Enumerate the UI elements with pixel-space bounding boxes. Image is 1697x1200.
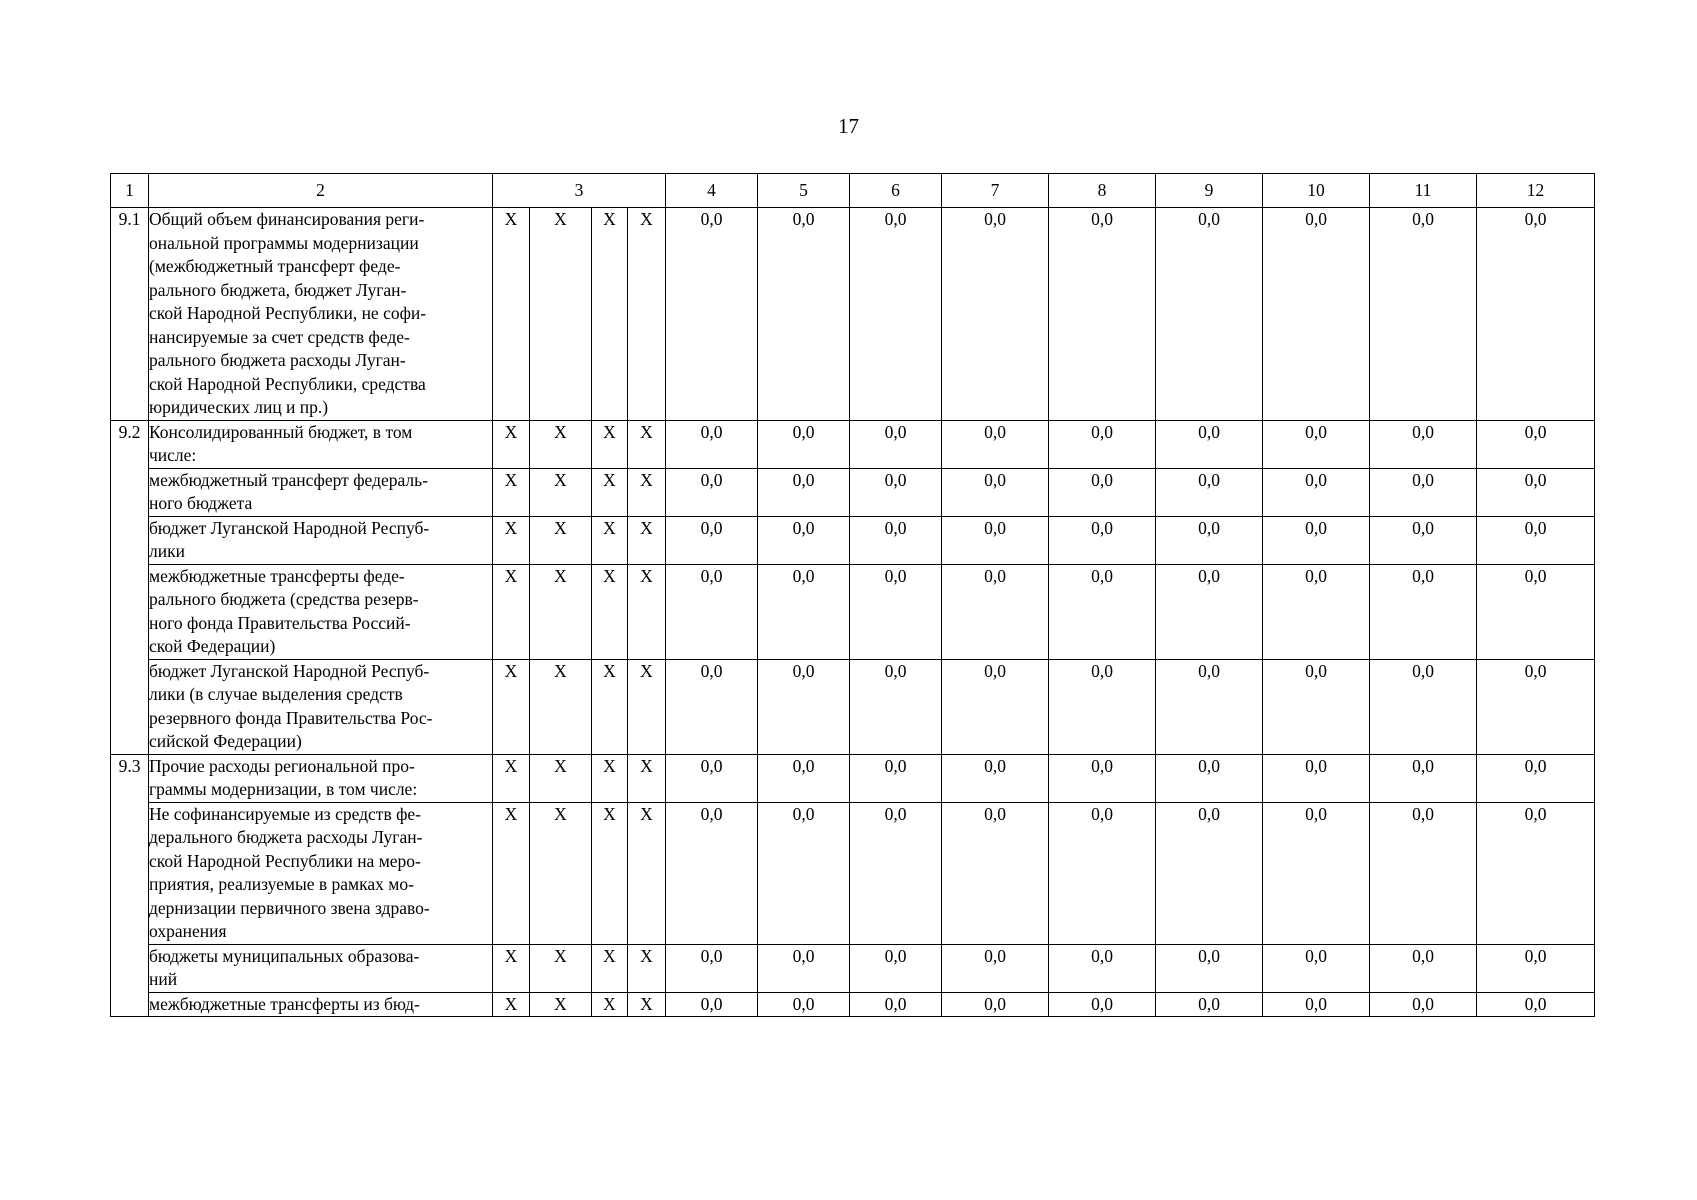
description-line: рального бюджета, бюджет Луган- xyxy=(149,279,407,300)
x-mark: Х xyxy=(592,992,628,1017)
x-mark: Х xyxy=(592,516,628,564)
value-cell: 0,0 xyxy=(1049,992,1156,1017)
financing-table xyxy=(110,173,1595,1017)
value-cell: 0,0 xyxy=(850,944,942,992)
value-cell: 0,0 xyxy=(1049,420,1156,468)
row-number xyxy=(111,659,149,754)
x-mark: Х xyxy=(530,659,592,754)
table-row xyxy=(111,992,1595,1017)
value-cell: 0,0 xyxy=(1156,208,1263,421)
value-cell: 0,0 xyxy=(1263,944,1370,992)
column-header: 5 xyxy=(758,174,850,208)
column-header: 1 xyxy=(111,174,149,208)
value-cell: 0,0 xyxy=(1477,564,1595,659)
x-mark: Х xyxy=(592,468,628,516)
value-cell: 0,0 xyxy=(1477,516,1595,564)
x-mark: Х xyxy=(530,564,592,659)
value-cell: 0,0 xyxy=(850,208,942,421)
row-description xyxy=(149,468,493,516)
value-cell: 0,0 xyxy=(1263,992,1370,1017)
x-mark: Х xyxy=(530,944,592,992)
value-cell: 0,0 xyxy=(1049,208,1156,421)
x-mark: Х xyxy=(493,468,530,516)
column-header: 12 xyxy=(1477,174,1595,208)
x-mark: Х xyxy=(628,208,666,421)
value-cell: 0,0 xyxy=(1263,468,1370,516)
column-header: 2 xyxy=(149,174,493,208)
description-line: ного фонда Правительства Россий- xyxy=(149,612,411,633)
value-cell: 0,0 xyxy=(666,208,758,421)
column-header: 8 xyxy=(1049,174,1156,208)
value-cell: 0,0 xyxy=(942,992,1049,1017)
value-cell: 0,0 xyxy=(1477,468,1595,516)
value-cell: 0,0 xyxy=(666,420,758,468)
column-header: 4 xyxy=(666,174,758,208)
description-line: ской Народной Республики на меро- xyxy=(149,850,421,871)
description-line: Не софинансируемые из средств фе- xyxy=(149,803,422,824)
row-description xyxy=(149,992,493,1017)
x-mark: Х xyxy=(530,208,592,421)
value-cell: 0,0 xyxy=(1477,944,1595,992)
x-mark: Х xyxy=(628,420,666,468)
value-cell: 0,0 xyxy=(758,944,850,992)
row-number xyxy=(111,564,149,659)
description-line: нансируемые за счет средств феде- xyxy=(149,326,410,347)
x-mark: Х xyxy=(493,944,530,992)
description-line: дерального бюджета расходы Луган- xyxy=(149,827,423,847)
x-mark: Х xyxy=(530,754,592,802)
x-mark: Х xyxy=(592,208,628,421)
value-cell: 0,0 xyxy=(1477,659,1595,754)
description-line: приятия, реализуемые в рамках мо- xyxy=(149,874,414,894)
column-header: 7 xyxy=(942,174,1049,208)
x-mark: Х xyxy=(628,516,666,564)
x-mark: Х xyxy=(628,659,666,754)
x-mark: Х xyxy=(592,754,628,802)
description-line: ного бюджета xyxy=(149,493,253,513)
x-mark: Х xyxy=(530,992,592,1017)
column-header: 9 xyxy=(1156,174,1263,208)
x-mark: Х xyxy=(530,468,592,516)
table-row xyxy=(111,420,1595,468)
value-cell: 0,0 xyxy=(1370,208,1477,421)
x-mark: Х xyxy=(628,564,666,659)
description-line: числе: xyxy=(149,445,197,465)
value-cell: 0,0 xyxy=(1049,516,1156,564)
column-header: 6 xyxy=(850,174,942,208)
row-description xyxy=(149,208,493,421)
x-mark: Х xyxy=(530,516,592,564)
value-cell: 0,0 xyxy=(942,208,1049,421)
row-description xyxy=(149,420,493,468)
value-cell: 0,0 xyxy=(1263,659,1370,754)
value-cell: 0,0 xyxy=(850,564,942,659)
description-line: ской Народной Республики, средства xyxy=(149,373,426,394)
x-mark: Х xyxy=(530,802,592,944)
x-mark: Х xyxy=(493,420,530,468)
table-row xyxy=(111,659,1595,754)
value-cell: 0,0 xyxy=(1263,754,1370,802)
x-mark: Х xyxy=(628,802,666,944)
table-row xyxy=(111,516,1595,564)
value-cell: 0,0 xyxy=(1477,208,1595,421)
table-row xyxy=(111,754,1595,802)
value-cell: 0,0 xyxy=(666,516,758,564)
value-cell: 0,0 xyxy=(1477,992,1595,1017)
row-number: 9.3 xyxy=(111,754,149,802)
header-row xyxy=(111,174,1595,208)
value-cell: 0,0 xyxy=(1156,944,1263,992)
table-row xyxy=(111,944,1595,992)
value-cell: 0,0 xyxy=(758,420,850,468)
description-line: охранения xyxy=(149,921,227,941)
x-mark: Х xyxy=(592,659,628,754)
description-line: ской Народной Республики, не софи- xyxy=(149,303,427,323)
description-line: дернизации первичного звена здраво- xyxy=(149,897,430,918)
x-mark: Х xyxy=(628,754,666,802)
value-cell: 0,0 xyxy=(758,208,850,421)
value-cell: 0,0 xyxy=(1370,420,1477,468)
value-cell: 0,0 xyxy=(1156,564,1263,659)
value-cell: 0,0 xyxy=(758,992,850,1017)
value-cell: 0,0 xyxy=(1263,208,1370,421)
description-line: ний xyxy=(149,969,178,989)
x-mark: Х xyxy=(493,992,530,1017)
x-mark: Х xyxy=(493,208,530,421)
value-cell: 0,0 xyxy=(1156,659,1263,754)
description-line: сийской Федерации) xyxy=(149,731,302,751)
column-header: 10 xyxy=(1263,174,1370,208)
value-cell: 0,0 xyxy=(1049,468,1156,516)
description-line: бюджет Луганской Народной Респуб- xyxy=(149,660,430,681)
description-line: рального бюджета расходы Луган- xyxy=(149,350,406,370)
column-header: 3 xyxy=(493,174,666,208)
value-cell: 0,0 xyxy=(942,659,1049,754)
table-row xyxy=(111,468,1595,516)
description-line: ональной программы модернизации xyxy=(149,232,419,253)
x-mark: Х xyxy=(592,802,628,944)
row-description xyxy=(149,564,493,659)
value-cell: 0,0 xyxy=(942,468,1049,516)
row-number: 9.1 xyxy=(111,208,149,421)
value-cell: 0,0 xyxy=(1156,802,1263,944)
x-mark: Х xyxy=(493,564,530,659)
value-cell: 0,0 xyxy=(1049,754,1156,802)
value-cell: 0,0 xyxy=(666,754,758,802)
value-cell: 0,0 xyxy=(942,944,1049,992)
description-line: граммы модернизации, в том числе: xyxy=(149,779,418,799)
value-cell: 0,0 xyxy=(1370,754,1477,802)
value-cell: 0,0 xyxy=(1370,516,1477,564)
value-cell: 0,0 xyxy=(1370,564,1477,659)
row-number xyxy=(111,802,149,944)
value-cell: 0,0 xyxy=(1370,659,1477,754)
description-line: рального бюджета (средства резерв- xyxy=(149,589,419,609)
value-cell: 0,0 xyxy=(1477,802,1595,944)
x-mark: Х xyxy=(493,659,530,754)
value-cell: 0,0 xyxy=(1370,468,1477,516)
x-mark: Х xyxy=(530,420,592,468)
column-header: 11 xyxy=(1370,174,1477,208)
value-cell: 0,0 xyxy=(942,516,1049,564)
value-cell: 0,0 xyxy=(1263,564,1370,659)
value-cell: 0,0 xyxy=(758,468,850,516)
description-line: межбюджетные трансферты феде- xyxy=(149,565,405,586)
value-cell: 0,0 xyxy=(666,564,758,659)
value-cell: 0,0 xyxy=(1156,420,1263,468)
value-cell: 0,0 xyxy=(1049,659,1156,754)
value-cell: 0,0 xyxy=(1370,802,1477,944)
description-line: юридических лиц и пр.) xyxy=(149,397,329,417)
value-cell: 0,0 xyxy=(1049,564,1156,659)
description-line: Общий объем финансирования реги- xyxy=(149,209,425,229)
value-cell: 0,0 xyxy=(942,564,1049,659)
value-cell: 0,0 xyxy=(850,659,942,754)
value-cell: 0,0 xyxy=(850,992,942,1017)
value-cell: 0,0 xyxy=(1263,802,1370,944)
description-line: (межбюджетный трансферт феде- xyxy=(149,256,401,276)
description-line: лики xyxy=(149,541,185,561)
x-mark: Х xyxy=(628,944,666,992)
value-cell: 0,0 xyxy=(1156,754,1263,802)
value-cell: 0,0 xyxy=(666,468,758,516)
x-mark: Х xyxy=(493,754,530,802)
row-description xyxy=(149,659,493,754)
description-line: межбюджетный трансферт федераль- xyxy=(149,469,428,490)
row-description xyxy=(149,802,493,944)
row-number xyxy=(111,468,149,516)
description-line: Прочие расходы региональной про- xyxy=(149,755,415,776)
row-number xyxy=(111,992,149,1017)
value-cell: 0,0 xyxy=(850,516,942,564)
value-cell: 0,0 xyxy=(666,992,758,1017)
value-cell: 0,0 xyxy=(942,420,1049,468)
description-line: бюджет Луганской Народной Респуб- xyxy=(149,517,430,538)
row-description xyxy=(149,754,493,802)
value-cell: 0,0 xyxy=(1049,802,1156,944)
value-cell: 0,0 xyxy=(758,802,850,944)
value-cell: 0,0 xyxy=(1263,420,1370,468)
description-line: бюджеты муниципальных образова- xyxy=(149,945,420,966)
row-number xyxy=(111,944,149,992)
description-line: межбюджетные трансферты из бюд- xyxy=(149,993,420,1014)
value-cell: 0,0 xyxy=(758,564,850,659)
row-description xyxy=(149,944,493,992)
x-mark: Х xyxy=(493,516,530,564)
value-cell: 0,0 xyxy=(850,468,942,516)
value-cell: 0,0 xyxy=(1477,420,1595,468)
value-cell: 0,0 xyxy=(1049,944,1156,992)
value-cell: 0,0 xyxy=(666,944,758,992)
value-cell: 0,0 xyxy=(1156,516,1263,564)
row-description xyxy=(149,516,493,564)
x-mark: Х xyxy=(628,992,666,1017)
description-line: Консолидированный бюджет, в том xyxy=(149,421,413,442)
value-cell: 0,0 xyxy=(758,754,850,802)
value-cell: 0,0 xyxy=(1156,992,1263,1017)
x-mark: Х xyxy=(628,468,666,516)
table-row xyxy=(111,564,1595,659)
value-cell: 0,0 xyxy=(850,754,942,802)
value-cell: 0,0 xyxy=(942,802,1049,944)
value-cell: 0,0 xyxy=(850,420,942,468)
value-cell: 0,0 xyxy=(1370,944,1477,992)
value-cell: 0,0 xyxy=(1156,468,1263,516)
page-number: 17 xyxy=(838,114,859,138)
value-cell: 0,0 xyxy=(942,754,1049,802)
value-cell: 0,0 xyxy=(1370,992,1477,1017)
value-cell: 0,0 xyxy=(1263,516,1370,564)
x-mark: Х xyxy=(493,802,530,944)
row-number xyxy=(111,516,149,564)
description-line: резервного фонда Правительства Рос- xyxy=(149,707,433,728)
value-cell: 0,0 xyxy=(1477,754,1595,802)
value-cell: 0,0 xyxy=(758,659,850,754)
x-mark: Х xyxy=(592,944,628,992)
x-mark: Х xyxy=(592,420,628,468)
description-line: лики (в случае выделения средств xyxy=(149,684,403,704)
table-row xyxy=(111,208,1595,421)
value-cell: 0,0 xyxy=(758,516,850,564)
description-line: ской Федерации) xyxy=(149,636,276,656)
value-cell: 0,0 xyxy=(666,802,758,944)
table-row xyxy=(111,802,1595,944)
x-mark: Х xyxy=(592,564,628,659)
value-cell: 0,0 xyxy=(666,659,758,754)
value-cell: 0,0 xyxy=(850,802,942,944)
row-number: 9.2 xyxy=(111,420,149,468)
